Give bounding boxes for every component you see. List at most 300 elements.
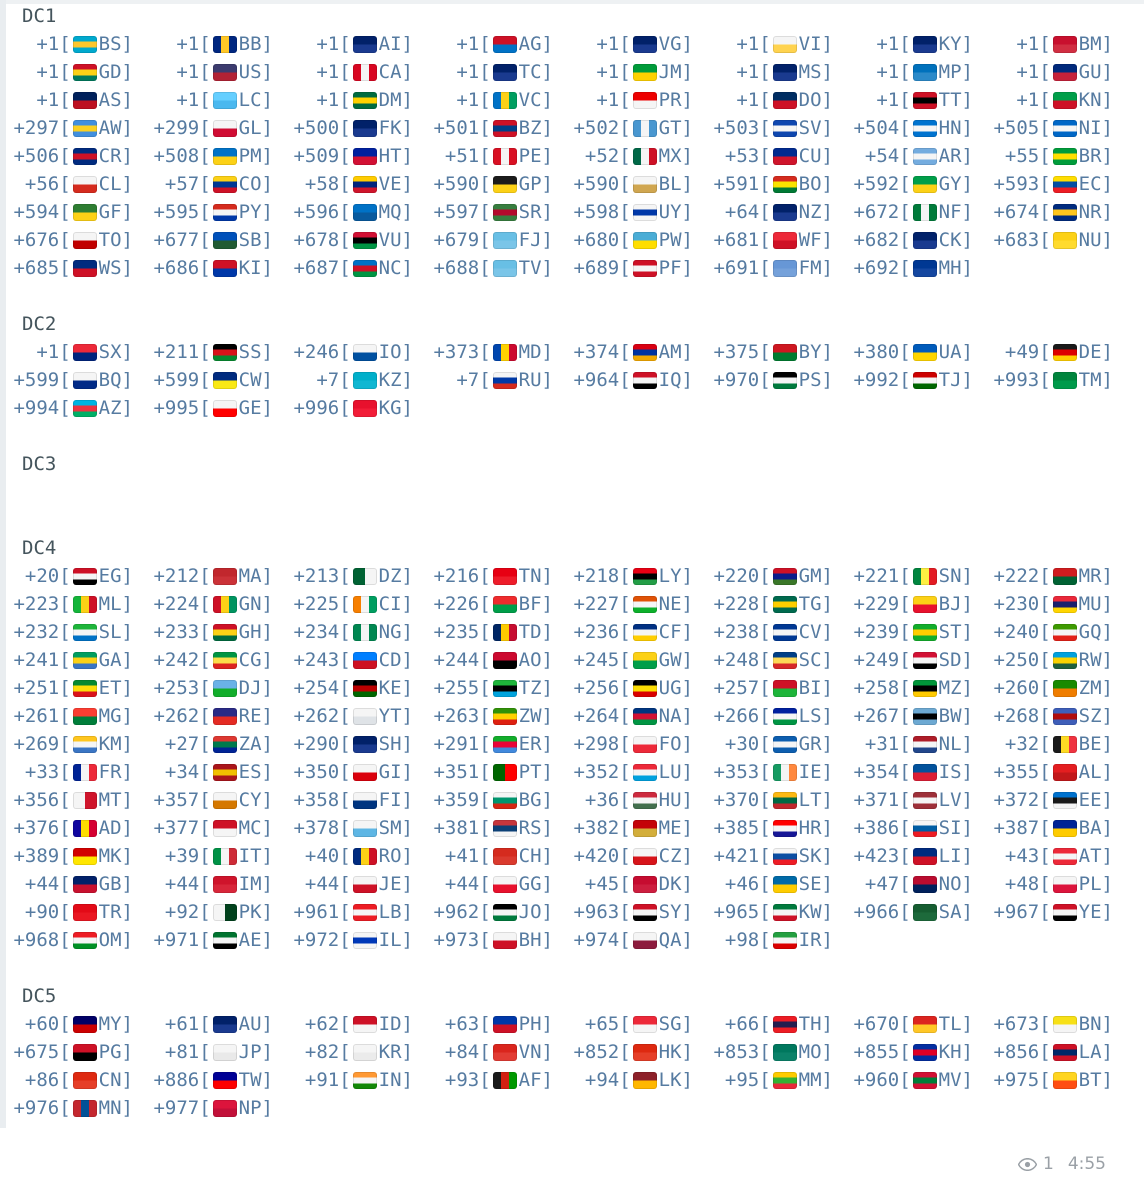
- country-code: UG]: [658, 677, 693, 699]
- flag-US-icon: [213, 64, 237, 81]
- section-spacer: [0, 282, 1144, 310]
- dial-code-entry: [280, 254, 420, 282]
- country-code: AG]: [518, 33, 553, 55]
- dial-code: +373[: [433, 341, 491, 363]
- dial-code-entry: [560, 786, 700, 814]
- dial-code: +993[: [993, 369, 1051, 391]
- dial-code-entry: [280, 198, 420, 226]
- dial-code: +972[: [293, 929, 351, 951]
- country-code: AW]: [98, 117, 133, 139]
- flag-FJ-icon: [493, 232, 517, 249]
- dial-code-entry: [420, 786, 560, 814]
- country-code: SM]: [378, 817, 413, 839]
- country-code: SY]: [658, 901, 693, 923]
- dial-code: +262[: [153, 705, 211, 727]
- flag-PH-icon: [493, 1016, 517, 1033]
- dial-code: +597[: [433, 201, 491, 223]
- flag-KI-icon: [213, 260, 237, 277]
- dial-code: +44[: [444, 873, 491, 895]
- dial-code: +1[: [176, 33, 211, 55]
- flag-IT-icon: [213, 848, 237, 865]
- flag-LK-icon: [633, 1072, 657, 1089]
- dial-code: +223[: [13, 593, 71, 615]
- dial-code-entry: [280, 170, 420, 198]
- flag-OM-icon: [73, 932, 97, 949]
- country-code: BA]: [1078, 817, 1113, 839]
- dial-code: +245[: [573, 649, 631, 671]
- country-code: EG]: [98, 565, 133, 587]
- dial-code-entry: [700, 870, 840, 898]
- dial-code-entry: [840, 590, 980, 618]
- dial-code: +299[: [153, 117, 211, 139]
- dial-code: +263[: [433, 705, 491, 727]
- dial-code: +380[: [853, 341, 911, 363]
- dial-code-entry: [280, 394, 420, 422]
- dial-code-entry: [840, 870, 980, 898]
- country-code: MS]: [798, 61, 833, 83]
- country-code: SE]: [798, 873, 833, 895]
- dial-code: +61[: [164, 1013, 211, 1035]
- dial-code-entry: [980, 646, 1120, 674]
- dial-code: +233[: [153, 621, 211, 643]
- country-code: HK]: [658, 1041, 693, 1063]
- dial-code-entry: [0, 1066, 140, 1094]
- country-code: GM]: [798, 565, 833, 587]
- country-code: KM]: [98, 733, 133, 755]
- dial-code-entry: [980, 562, 1120, 590]
- flag-EG-icon: [73, 568, 97, 585]
- dial-code-entry: [420, 702, 560, 730]
- country-code: CV]: [798, 621, 833, 643]
- dial-code-entry: [700, 898, 840, 926]
- dial-code: +674[: [993, 201, 1051, 223]
- country-code: MP]: [938, 61, 973, 83]
- dial-code-entry: [280, 898, 420, 926]
- dial-code-entry: [140, 142, 280, 170]
- country-code: SZ]: [1078, 705, 1113, 727]
- country-code: CR]: [98, 145, 133, 167]
- flag-YT-icon: [353, 708, 377, 725]
- dial-code: +248[: [713, 649, 771, 671]
- dial-code: +673[: [993, 1013, 1051, 1035]
- country-code: DZ]: [378, 565, 413, 587]
- country-code: DJ]: [238, 677, 273, 699]
- dial-code: +56[: [24, 173, 71, 195]
- dial-code-entry: [560, 114, 700, 142]
- flag-KM-icon: [73, 736, 97, 753]
- flag-CA-icon: [353, 64, 377, 81]
- flag-CO-icon: [213, 176, 237, 193]
- dial-code: +386[: [853, 817, 911, 839]
- flag-MG-icon: [73, 708, 97, 725]
- dial-code-entry: [0, 170, 140, 198]
- dial-code: +506[: [13, 145, 71, 167]
- dial-code-entry: [560, 58, 700, 86]
- dial-code: +266[: [713, 705, 771, 727]
- flag-CF-icon: [633, 624, 657, 641]
- country-code: AR]: [938, 145, 973, 167]
- flag-QA-icon: [633, 932, 657, 949]
- country-code: NP]: [238, 1097, 273, 1119]
- flag-FK-icon: [353, 120, 377, 137]
- section-dc5: [0, 982, 1144, 1150]
- country-code: DK]: [658, 873, 693, 895]
- dial-code: +31[: [864, 733, 911, 755]
- dial-code: +965[: [713, 901, 771, 923]
- flag-SI-icon: [913, 820, 937, 837]
- flag-BW-icon: [913, 708, 937, 725]
- country-code: FR]: [98, 761, 133, 783]
- country-code: VG]: [658, 33, 693, 55]
- country-code: BH]: [518, 929, 553, 951]
- dial-code: +243[: [293, 649, 351, 671]
- country-code: TG]: [798, 593, 833, 615]
- flag-BI-icon: [773, 680, 797, 697]
- dial-code: +594[: [13, 201, 71, 223]
- dial-code-entry: [560, 590, 700, 618]
- dial-code-entry: [420, 30, 560, 58]
- dial-code: +1[: [876, 89, 911, 111]
- country-code: GY]: [938, 173, 973, 195]
- flag-SB-icon: [213, 232, 237, 249]
- flag-IM-icon: [213, 876, 237, 893]
- dial-code-entry: [560, 30, 700, 58]
- country-code: RU]: [518, 369, 553, 391]
- dial-code-grid: [0, 338, 1144, 422]
- dial-code-entry: [560, 562, 700, 590]
- dial-code-entry: [560, 86, 700, 114]
- dial-code: +269[: [13, 733, 71, 755]
- country-code: VC]: [518, 89, 553, 111]
- dial-code-entry: [420, 170, 560, 198]
- country-code: IL]: [378, 929, 413, 951]
- dial-code-entry: [840, 30, 980, 58]
- dial-code-entry: [0, 1038, 140, 1066]
- dial-code-entry: [140, 562, 280, 590]
- dial-code-entry: [420, 618, 560, 646]
- dial-code: +1[: [176, 61, 211, 83]
- dial-code: +234[: [293, 621, 351, 643]
- dial-code-entry: [140, 842, 280, 870]
- country-code: SD]: [938, 649, 973, 671]
- dial-code: +64[: [724, 201, 771, 223]
- dial-code-entry: [0, 758, 140, 786]
- dial-code-entry: [0, 842, 140, 870]
- country-code: NR]: [1078, 201, 1113, 223]
- flag-SC-icon: [773, 652, 797, 669]
- dial-code-entry: [0, 898, 140, 926]
- country-code: SX]: [98, 341, 133, 363]
- country-code: AM]: [658, 341, 693, 363]
- dial-code: +994[: [13, 397, 71, 419]
- country-code: KR]: [378, 1041, 413, 1063]
- dial-code-entry: [980, 730, 1120, 758]
- dial-code: +853[: [713, 1041, 771, 1063]
- country-code: UY]: [658, 201, 693, 223]
- country-code: KG]: [378, 397, 413, 419]
- dial-code-entry: [840, 170, 980, 198]
- flag-KH-icon: [913, 1044, 937, 1061]
- dial-code: +378[: [293, 817, 351, 839]
- country-code: KE]: [378, 677, 413, 699]
- flag-VU-icon: [353, 232, 377, 249]
- flag-RU-icon: [493, 372, 517, 389]
- flag-FM-icon: [773, 260, 797, 277]
- dial-code: +298[: [573, 733, 631, 755]
- country-code: CO]: [238, 173, 273, 195]
- country-code: BM]: [1078, 33, 1113, 55]
- dial-code: +676[: [13, 229, 71, 251]
- dial-code-entry: [980, 30, 1120, 58]
- dial-code-entry: [840, 842, 980, 870]
- dial-code-entry: [420, 226, 560, 254]
- dial-code: +291[: [433, 733, 491, 755]
- flag-KN-icon: [1053, 92, 1077, 109]
- dial-code-entry: [700, 618, 840, 646]
- country-code: KN]: [1078, 89, 1113, 111]
- country-code: ZA]: [238, 733, 273, 755]
- flag-IR-icon: [773, 932, 797, 949]
- flag-JM-icon: [633, 64, 657, 81]
- flag-MA-icon: [213, 568, 237, 585]
- flag-NZ-icon: [773, 204, 797, 221]
- dial-code: +91[: [304, 1069, 351, 1091]
- flag-DM-icon: [353, 92, 377, 109]
- flag-GY-icon: [913, 176, 937, 193]
- dial-code: +389[: [13, 845, 71, 867]
- dial-code: +221[: [853, 565, 911, 587]
- flag-TJ-icon: [913, 372, 937, 389]
- country-code: LC]: [238, 89, 273, 111]
- dial-code-entry: [980, 170, 1120, 198]
- dial-code: +232[: [13, 621, 71, 643]
- dial-code: +251[: [13, 677, 71, 699]
- country-code: ID]: [378, 1013, 413, 1035]
- dial-code: +290[: [293, 733, 351, 755]
- flag-AU-icon: [213, 1016, 237, 1033]
- dial-code: +239[: [853, 621, 911, 643]
- flag-ZM-icon: [1053, 680, 1077, 697]
- country-code: MH]: [938, 257, 973, 279]
- dial-code-entry: [700, 926, 840, 954]
- dial-code: +973[: [433, 929, 491, 951]
- country-code: YT]: [378, 705, 413, 727]
- flag-TT-icon: [913, 92, 937, 109]
- dial-code-entry: [700, 730, 840, 758]
- dial-code-entry: [700, 1066, 840, 1094]
- dial-code-entry: [840, 730, 980, 758]
- country-code: TN]: [518, 565, 553, 587]
- dial-code: +218[: [573, 565, 631, 587]
- dial-code: +45[: [584, 873, 631, 895]
- flag-LT-icon: [773, 792, 797, 809]
- views-count: 1: [1042, 1154, 1054, 1174]
- country-code: TC]: [518, 61, 553, 83]
- dial-code-entry: [420, 842, 560, 870]
- country-code: GE]: [238, 397, 273, 419]
- dial-code: +44[: [304, 873, 351, 895]
- dial-code: +680[: [573, 229, 631, 251]
- dial-code-entry: [700, 814, 840, 842]
- dial-code-entry: [840, 786, 980, 814]
- dial-code-entry: [140, 30, 280, 58]
- country-code: BR]: [1078, 145, 1113, 167]
- country-code: BE]: [1078, 733, 1113, 755]
- dial-code: +675[: [13, 1041, 71, 1063]
- flag-KE-icon: [353, 680, 377, 697]
- country-code: LI]: [938, 845, 973, 867]
- dial-code-grid: [0, 478, 1144, 506]
- dial-code: +352[: [573, 761, 631, 783]
- country-code: FJ]: [518, 229, 553, 251]
- country-code: BY]: [798, 341, 833, 363]
- flag-PW-icon: [633, 232, 657, 249]
- flag-KR-icon: [353, 1044, 377, 1061]
- dial-code-entry: [420, 1010, 560, 1038]
- flag-TO-icon: [73, 232, 97, 249]
- dial-code: +220[: [713, 565, 771, 587]
- country-code: CG]: [238, 649, 273, 671]
- country-code: SR]: [518, 201, 553, 223]
- flag-KZ-icon: [353, 372, 377, 389]
- dial-code: +236[: [573, 621, 631, 643]
- flag-GF-icon: [73, 204, 97, 221]
- country-code: EC]: [1078, 173, 1113, 195]
- dial-code: +963[: [573, 901, 631, 923]
- flag-MO-icon: [773, 1044, 797, 1061]
- dial-code: +1[: [456, 61, 491, 83]
- dial-code-entry: [140, 674, 280, 702]
- flag-GQ-icon: [1053, 624, 1077, 641]
- dial-code: +224[: [153, 593, 211, 615]
- dial-code: +974[: [573, 929, 631, 951]
- flag-MY-icon: [73, 1016, 97, 1033]
- dial-code-entry: [700, 114, 840, 142]
- flag-AD-icon: [73, 820, 97, 837]
- flag-DO-icon: [773, 92, 797, 109]
- country-code: BF]: [518, 593, 553, 615]
- dial-code: +256[: [573, 677, 631, 699]
- dial-code: +356[: [13, 789, 71, 811]
- country-code: GA]: [98, 649, 133, 671]
- country-code: KZ]: [378, 369, 413, 391]
- dial-code-entry: [980, 674, 1120, 702]
- dial-code-entry: [560, 646, 700, 674]
- country-code: MA]: [238, 565, 273, 587]
- dial-code: +92[: [164, 901, 211, 923]
- flag-BM-icon: [1053, 36, 1077, 53]
- dial-code: +689[: [573, 257, 631, 279]
- country-code: PW]: [658, 229, 693, 251]
- dial-code-entry: [280, 226, 420, 254]
- dial-code-entry: [840, 646, 980, 674]
- dial-code: +509[: [293, 145, 351, 167]
- flag-SN-icon: [913, 568, 937, 585]
- dial-code-entry: [840, 898, 980, 926]
- dial-code: +41[: [444, 845, 491, 867]
- flag-BS-icon: [73, 36, 97, 53]
- dial-code-entry: [560, 814, 700, 842]
- dial-code-entry: [420, 114, 560, 142]
- country-code: GI]: [378, 761, 413, 783]
- country-code: BG]: [518, 789, 553, 811]
- flag-SS-icon: [213, 344, 237, 361]
- flag-CH-icon: [493, 848, 517, 865]
- country-code: ER]: [518, 733, 553, 755]
- dial-code: +262[: [293, 705, 351, 727]
- flag-BT-icon: [1053, 1072, 1077, 1089]
- dial-code: +995[: [153, 397, 211, 419]
- dial-code-entry: [280, 786, 420, 814]
- flag-GU-icon: [1053, 64, 1077, 81]
- flag-MS-icon: [773, 64, 797, 81]
- dial-code-entry: [0, 926, 140, 954]
- flag-NF-icon: [913, 204, 937, 221]
- flag-HT-icon: [353, 148, 377, 165]
- country-code: FO]: [658, 733, 693, 755]
- country-code: TD]: [518, 621, 553, 643]
- flag-AE-icon: [213, 932, 237, 949]
- flag-CK-icon: [913, 232, 937, 249]
- country-code: NA]: [658, 705, 693, 727]
- dial-code-entry: [980, 58, 1120, 86]
- dial-code-entry: [420, 814, 560, 842]
- section-spacer: [0, 422, 1144, 450]
- dial-code-entry: [140, 870, 280, 898]
- dial-code-entry: [140, 226, 280, 254]
- dial-code: +358[: [293, 789, 351, 811]
- dial-code: +1[: [36, 61, 71, 83]
- flag-DZ-icon: [353, 568, 377, 585]
- country-code: KH]: [938, 1041, 973, 1063]
- country-code: PM]: [238, 145, 273, 167]
- dial-code: +385[: [713, 817, 771, 839]
- dial-code: +685[: [13, 257, 71, 279]
- country-code: PL]: [1078, 873, 1113, 895]
- dial-code-entry: [0, 646, 140, 674]
- dial-code: +63[: [444, 1013, 491, 1035]
- dial-code-entry: [840, 618, 980, 646]
- country-code: QA]: [658, 929, 693, 951]
- dial-code: +678[: [293, 229, 351, 251]
- flag-GM-icon: [773, 568, 797, 585]
- dial-code-entry: [280, 590, 420, 618]
- dial-code-entry: [0, 702, 140, 730]
- flag-WF-icon: [773, 232, 797, 249]
- flag-ZA-icon: [213, 736, 237, 753]
- dial-code-entry: [280, 30, 420, 58]
- dial-code: +53[: [724, 145, 771, 167]
- dial-code-entry: [140, 786, 280, 814]
- flag-NG-icon: [353, 624, 377, 641]
- dial-code-entry: [980, 198, 1120, 226]
- dial-code-entry: [0, 1094, 140, 1122]
- country-code: VI]: [798, 33, 833, 55]
- flag-AS-icon: [73, 92, 97, 109]
- country-code: NL]: [938, 733, 973, 755]
- country-code: MX]: [658, 145, 693, 167]
- country-code: BW]: [938, 705, 973, 727]
- dial-code: +1[: [596, 61, 631, 83]
- flag-EC-icon: [1053, 176, 1077, 193]
- dial-code-entry: [700, 254, 840, 282]
- flag-IE-icon: [773, 764, 797, 781]
- flag-KY-icon: [913, 36, 937, 53]
- dial-code: +966[: [853, 901, 911, 923]
- dial-code: +253[: [153, 677, 211, 699]
- country-code: AO]: [518, 649, 553, 671]
- flag-SA-icon: [913, 904, 937, 921]
